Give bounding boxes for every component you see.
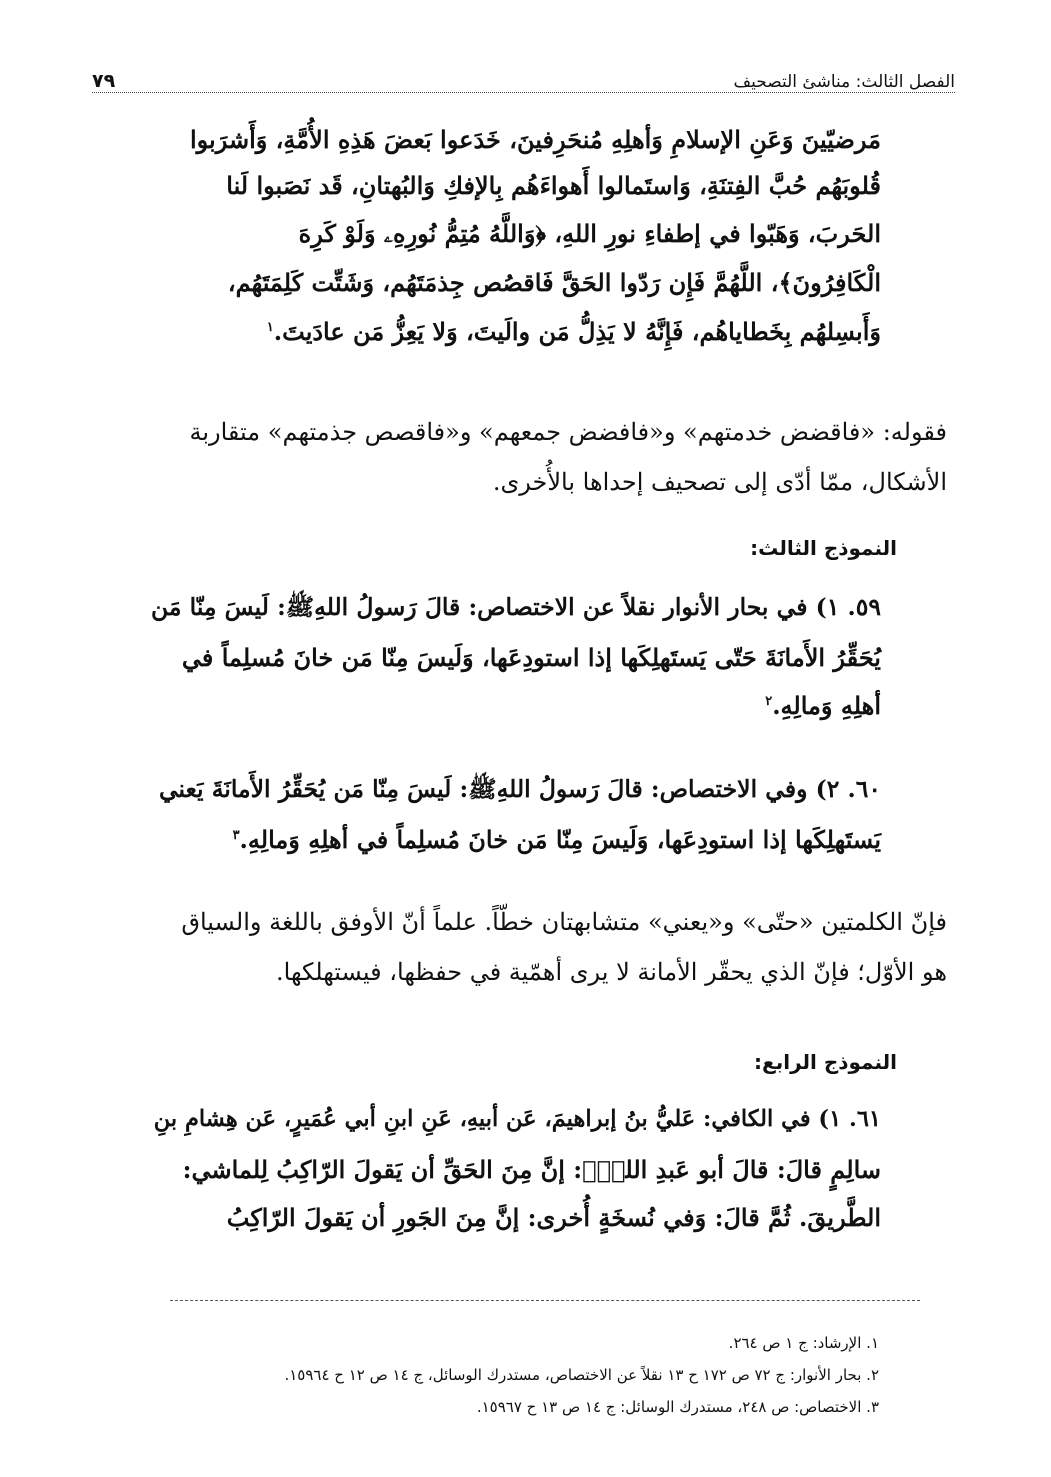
quote-line-5	[266, 317, 881, 346]
footnote-3: ٣. الاختصاص: ص ٢٤٨، مستدرك الوسائل: ج ١٤ ص ١٣ ح ١٥٩٦٧.	[476, 1398, 879, 1416]
footnote-2: ٢. بحار الأنوار: ج ٧٢ ص ١٧٢ ح ١٣ نقلاً عن الاختصاص، مستدرك الوسائل، ج ١٤ ص ١٢ ح ١٥٩٦٤.	[284, 1366, 879, 1384]
hadith-61-line-2: سالِمٍ قالَ: قالَ أبو عَبدِ اللهِؑ: إنَّ مِنَ الحَقِّ أن يَقولَ الرّاكِبُ لِلماشي:	[182, 1155, 881, 1184]
quote-line-4: الْكَافِرُونَ﴾، اللَّهُمَّ فَإِن رَدّوا الحَقَّ فَاقصُص جِذمَتَهُم، وَشَتِّت كَلِمَتَهُم،	[227, 268, 881, 297]
page-number: ٧٩	[92, 70, 116, 92]
commentary-1-line-1: فقوله: «فاقضض خدمتهم» و«فافضض جمعهم» و«فاقصص جذمتهم» متقاربة	[189, 418, 947, 446]
hadith-59-line-3	[765, 691, 881, 720]
quote-line-3: الحَربَ، وَهَبّوا في إطفاءِ نورِ اللهِ، ﴿وَاللَّهُ مُتِمُّ نُورِهِۦ وَلَوْ كَرِهَ	[298, 219, 881, 248]
footnote-separator	[170, 1300, 920, 1301]
footnote-ref-3: ٣	[232, 828, 240, 843]
hadith-59-line-1: ٥٩. ١) في بحار الأنوار نقلاً عن الاختصاص: قالَ رَسولُ اللهِﷺ: لَيسَ مِنّا مَن	[151, 593, 881, 621]
hadith-60-line-2	[232, 825, 881, 854]
running-header	[92, 58, 955, 93]
commentary-2-line-1: فإنّ الكلمتين «حتّى» و«يعني» متشابهتان خطّاً. علماً أنّ الأوفق باللغة والسياق	[181, 908, 947, 936]
footnote-ref-2: ٢	[765, 694, 773, 709]
quote-line-2: قُلوبَهُم حُبَّ الفِتنَةِ، وَاستَمالوا أَهواءَهُم بِالإفكِ وَالبُهتانِ، قَد نَصَبوا لَنا	[226, 171, 881, 200]
section-heading-model-3: النموذج الثالث:	[750, 536, 897, 560]
hadith-60-line-1: ٦٠. ٢) وفي الاختصاص: قالَ رَسولُ اللهِﷺ: لَيسَ مِنّا مَن يُحَقِّرُ الأَمانَةَ يَعني	[158, 775, 881, 803]
quote-line-1: مَرضيّينَ وَعَنِ الإسلامِ وَأهلِهِ مُنحَرِفينَ، خَدَعوا بَعضَ هَذِهِ الأُمَّةِ، وَأَشرَبوا	[189, 125, 881, 154]
footnote-1: ١. الإرشاد: ج ١ ص ٢٦٤.	[728, 1334, 879, 1352]
hadith-59-line-3-text: أهلِهِ وَمالِهِ.	[772, 691, 881, 720]
hadith-59-line-2: يُحَقِّرُ الأَمانَةَ حَتّى يَستَهلِكَها إذا استودِعَها، وَلَيسَ مِنّا مَن خانَ مُسلِماً في	[181, 643, 881, 672]
footnote-ref-1: ١	[266, 320, 274, 335]
commentary-1-line-2: الأشكال، ممّا أدّى إلى تصحيف إحداها بالأُخرى.	[492, 468, 947, 496]
quote-line-5-text: وَأَبسِلهُم بِخَطاياهُم، فَإِنَّهُ لا يَذِلُّ مَن والَيتَ، وَلا يَعِزُّ مَن عادَيتَ.	[273, 317, 881, 346]
hadith-61-line-3: الطَّريقَ. ثُمَّ قالَ: وَفي نُسخَةٍ أُخرى: إنَّ مِنَ الجَورِ أن يَقولَ الرّاكِبُ	[226, 1203, 881, 1232]
section-heading-model-4: النموذج الرابع:	[754, 1050, 897, 1074]
chapter-title: الفصل الثالث: مناشئ التصحيف	[733, 72, 955, 92]
hadith-60-line-2-text: يَستَهلِكَها إذا استودِعَها، وَلَيسَ مِنّا مَن خانَ مُسلِماً في أهلِهِ وَمالِهِ.	[239, 825, 881, 854]
commentary-2-line-2: هو الأوّل؛ فإنّ الذي يحقّر الأمانة لا يرى أهمّية في حفظها، فيستهلكها.	[276, 958, 947, 986]
hadith-61-line-1: ٦١. ١) في الكافي: عَليُّ بنُ إبراهيمَ، عَن أبيهِ، عَنِ ابنِ أبي عُمَيرٍ، عَن هِشامِ بنِ	[153, 1106, 881, 1132]
